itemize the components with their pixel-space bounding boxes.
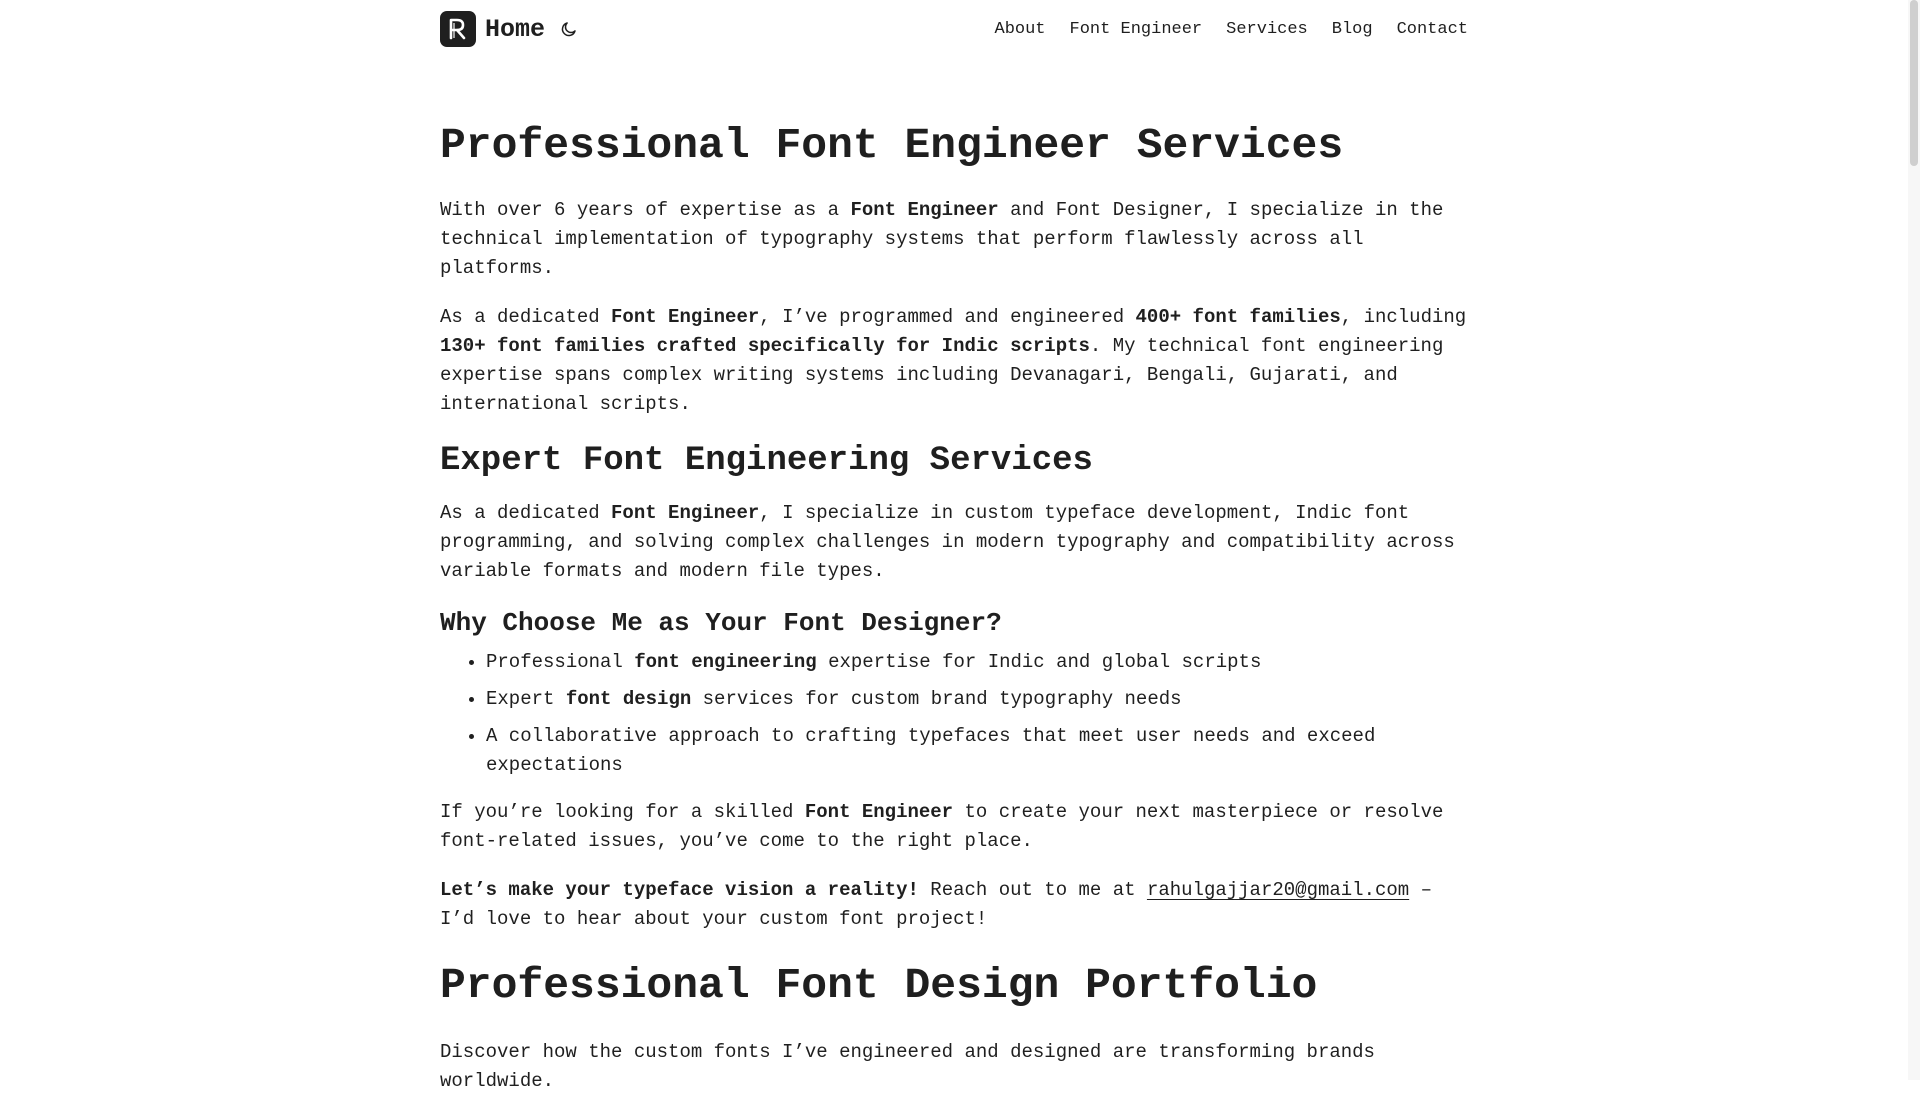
closing-paragraph-2	[440, 876, 1468, 934]
list-item-text-2: expertise for Indic and global scripts	[816, 651, 1262, 673]
why-list	[440, 648, 1468, 780]
moon-icon[interactable]	[557, 17, 581, 41]
nav-about[interactable]: About	[994, 19, 1046, 39]
nav-services[interactable]: Services	[1226, 19, 1308, 39]
page-title: Professional Font Engineer Services	[440, 121, 1344, 170]
site-header	[440, 8, 1468, 50]
closing-p1-text-2: to create your next masterpiece or resolve font-related issues, you’ve come to the right place.	[440, 801, 1444, 852]
list-item-text-1: Professional	[486, 651, 635, 673]
services-paragraph	[440, 499, 1468, 586]
intro-p2-text-4: . My technical font engineering expertise spans complex writing systems including Devanagari, Bengali, Gujarati, and international scripts.	[440, 335, 1444, 415]
services-p-text-1: As a dedicated	[440, 502, 612, 524]
list-item	[486, 722, 1468, 780]
list-item-text-1: Expert	[486, 688, 566, 710]
list-item-text-1: A collaborative approach to crafting typefaces that meet user needs and exceed expectations	[486, 725, 1376, 776]
email-link[interactable]: rahulgajjar20@gmail.com	[1146, 879, 1410, 901]
brand	[440, 11, 581, 47]
why-heading: Why Choose Me as Your Font Designer?	[440, 608, 1002, 638]
intro-p1-text-2: and Font Designer, I specialize in the technical implementation of typography systems that perform flawlessly across all platforms.	[440, 199, 1444, 279]
services-p-text-2: , I specialize in custom typeface development, Indic font programming, and solving complex challenges in modern typography and compatibility across variable formats and modern file types.	[440, 502, 1455, 582]
closing-paragraph-1	[440, 798, 1468, 856]
r-logo-icon-svg	[443, 14, 473, 44]
intro-p2-bold-3: 130+ font families crafted specifically for Indic scripts	[440, 335, 1090, 357]
services-heading: Expert Font Engineering Services	[440, 442, 1093, 480]
intro-p2-text-2: , I’ve programmed and engineered	[759, 306, 1136, 328]
closing-p1-text-1: If you’re looking for a skilled	[440, 801, 805, 823]
closing-p2-bold: Let’s make your typeface vision a reality!	[440, 879, 919, 901]
intro-paragraph-2	[440, 303, 1468, 419]
intro-p2-text-1: As a dedicated	[440, 306, 612, 328]
main-content	[440, 118, 1468, 1116]
intro-p2-bold-2: 400+ font families	[1135, 306, 1341, 328]
intro-p1-text-1: With over 6 years of expertise as a	[440, 199, 851, 221]
intro-p1-bold: Font Engineer	[850, 199, 999, 221]
moon-icon-svg	[560, 20, 578, 38]
scrollbar-thumb[interactable]	[1910, 0, 1918, 166]
intro-paragraph-1	[440, 196, 1468, 283]
home-link[interactable]: Home	[485, 14, 546, 44]
closing-p2-text-1: Reach out to me at	[918, 879, 1147, 901]
main-nav	[995, 20, 1469, 39]
list-item	[486, 685, 1468, 714]
nav-contact[interactable]: Contact	[1396, 19, 1468, 39]
scrollbar[interactable]	[1908, 0, 1920, 1080]
closing-p1-bold: Font Engineer	[804, 801, 954, 823]
intro-p2-text-3: , including	[1340, 306, 1467, 328]
list-item-bold: font design	[565, 688, 692, 710]
r-logo-icon[interactable]	[440, 11, 476, 47]
list-item-bold: font engineering	[634, 651, 817, 673]
closing-p2-text-2: – I’d love to hear about your custom font project!	[440, 879, 1432, 930]
list-item	[486, 648, 1468, 677]
portfolio-paragraph: Discover how the custom fonts I’ve engineered and designed are transforming brands worldwide.	[440, 1041, 1375, 1092]
list-item-text-2: services for custom brand typography needs	[691, 688, 1182, 710]
nav-blog[interactable]: Blog	[1331, 19, 1373, 39]
services-p-bold: Font Engineer	[611, 502, 760, 524]
portfolio-heading: Professional Font Design Portfolio	[440, 961, 1318, 1010]
nav-font-engineer[interactable]: Font Engineer	[1069, 19, 1203, 39]
intro-p2-bold-1: Font Engineer	[611, 306, 760, 328]
